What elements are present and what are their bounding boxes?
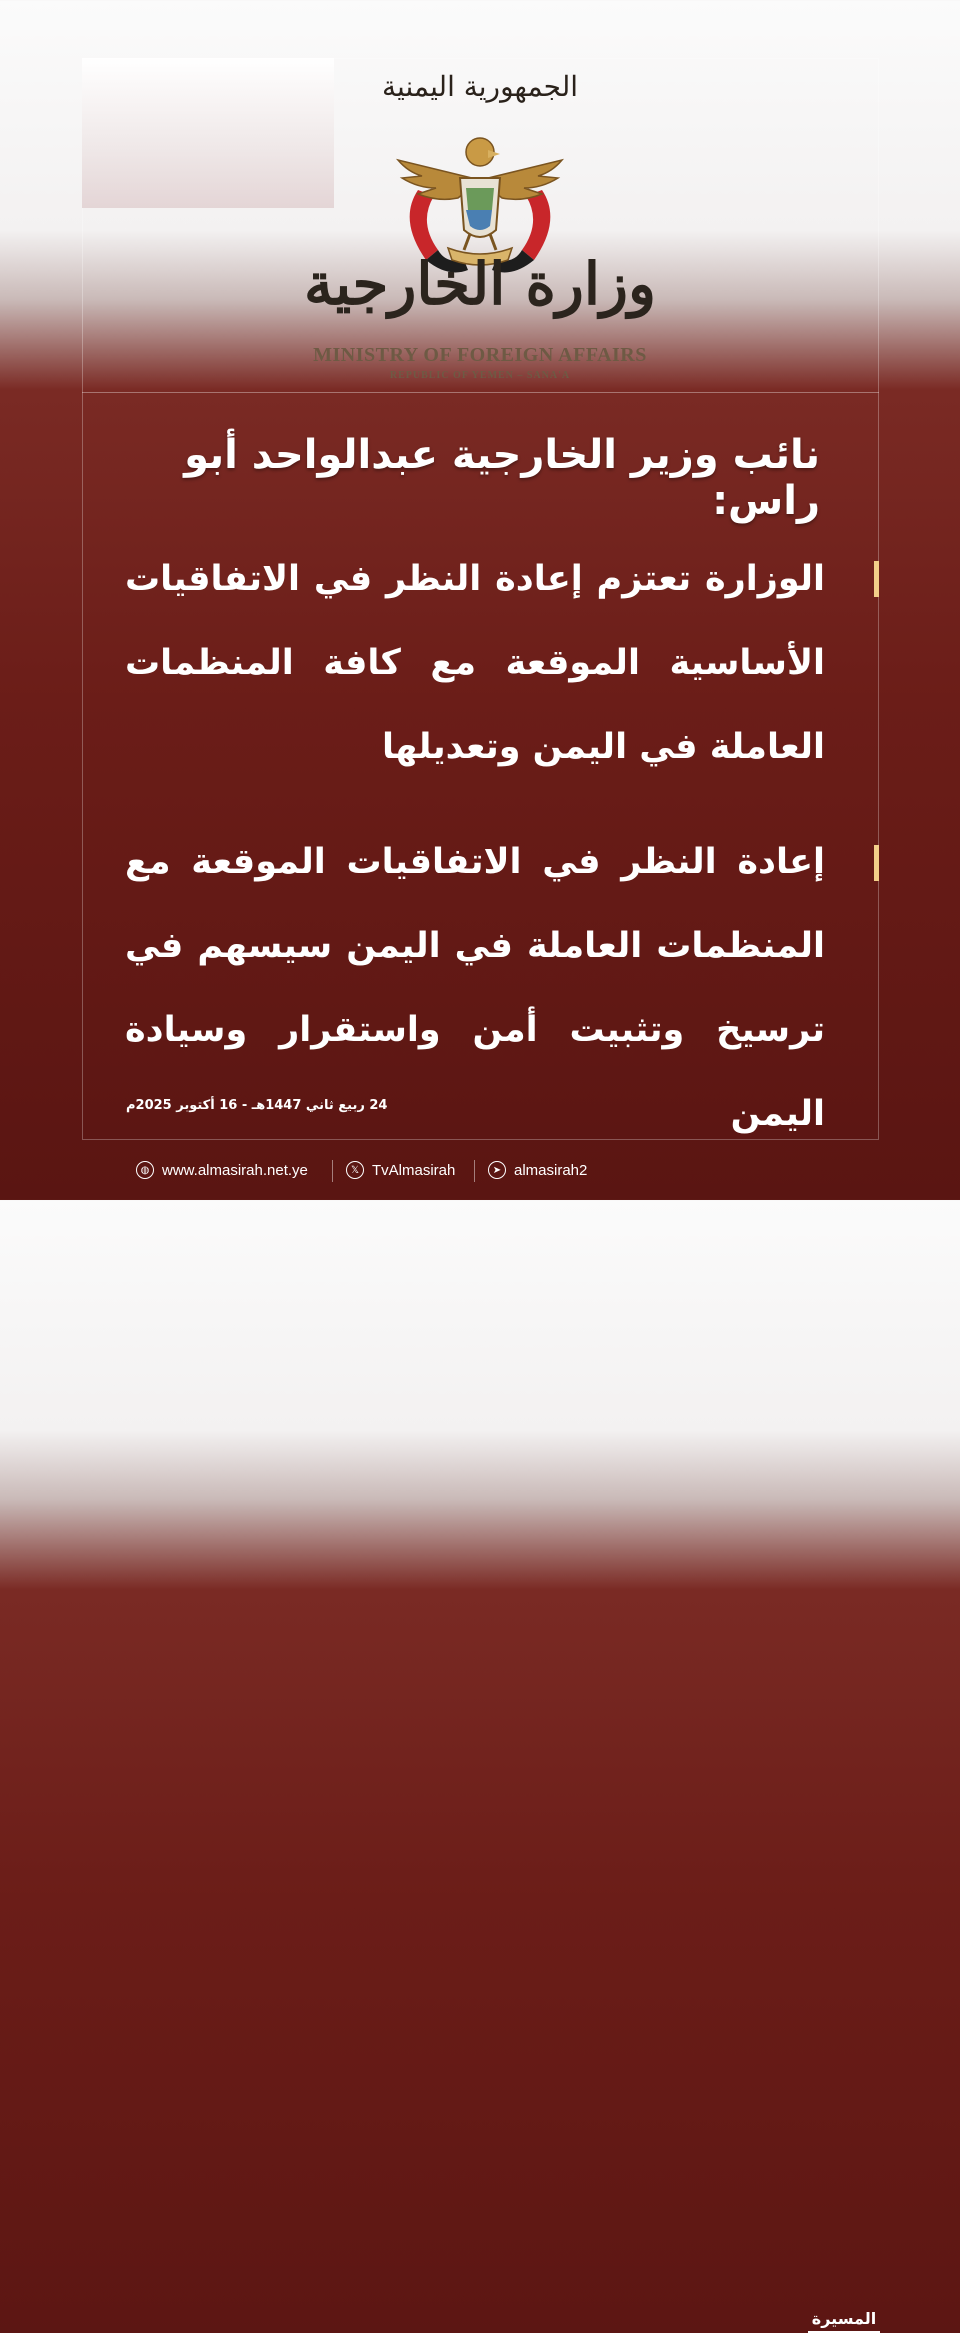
ministry-title-ar: وزارة الخارجية [303,250,657,318]
headline: نائب وزير الخارجية عبدالواحد أبو راس: [184,432,820,524]
ministry-header [300,60,660,390]
republic-title-ar: الجمهورية اليمنية [381,70,579,103]
telegram-text: almasirah2 [514,1161,588,1179]
globe-icon: ◍ [136,1161,154,1179]
footer-separator [474,1160,475,1182]
telegram-link[interactable] [488,1158,587,1182]
website-text: www.almasirah.net.ye [162,1161,308,1179]
accent-bar [874,561,879,597]
website-link[interactable] [136,1158,308,1182]
footer [0,1152,960,2328]
ministry-title-en: MINISTRY OF FOREIGN AFFAIRS [313,344,647,366]
frame-corner-fade [82,58,334,208]
x-handle-text: TvAlmasirah [372,1161,456,1179]
republic-subtitle-en: REPUBLIC OF YEMEN – SANA'A [389,370,571,381]
statement-paragraph-2: إعادة النظر في الاتفاقيات الموقعة مع المنظمات العاملة في اليمن سيسهم في ترسيخ وتثبيت أمن واستقرار وسيادة اليمن [125,842,825,1134]
telegram-icon: ➤ [488,1161,506,1179]
accent-bar [874,845,879,881]
publish-date: 24 ربيع ثاني 1447هـ - 16 أكتوبر 2025م [126,1098,388,1113]
x-icon: 𝕏 [346,1161,364,1179]
statement-paragraph-1: الوزارة تعتزم إعادة النظر في الاتفاقيات الأساسية الموقعة مع كافة المنظمات العاملة في اليمن وتعديلها [125,559,825,767]
footer-separator [332,1160,333,1182]
header-divider [82,392,879,393]
x-link[interactable] [346,1158,455,1182]
almasirah-logo: المسيرة [808,2309,880,2333]
